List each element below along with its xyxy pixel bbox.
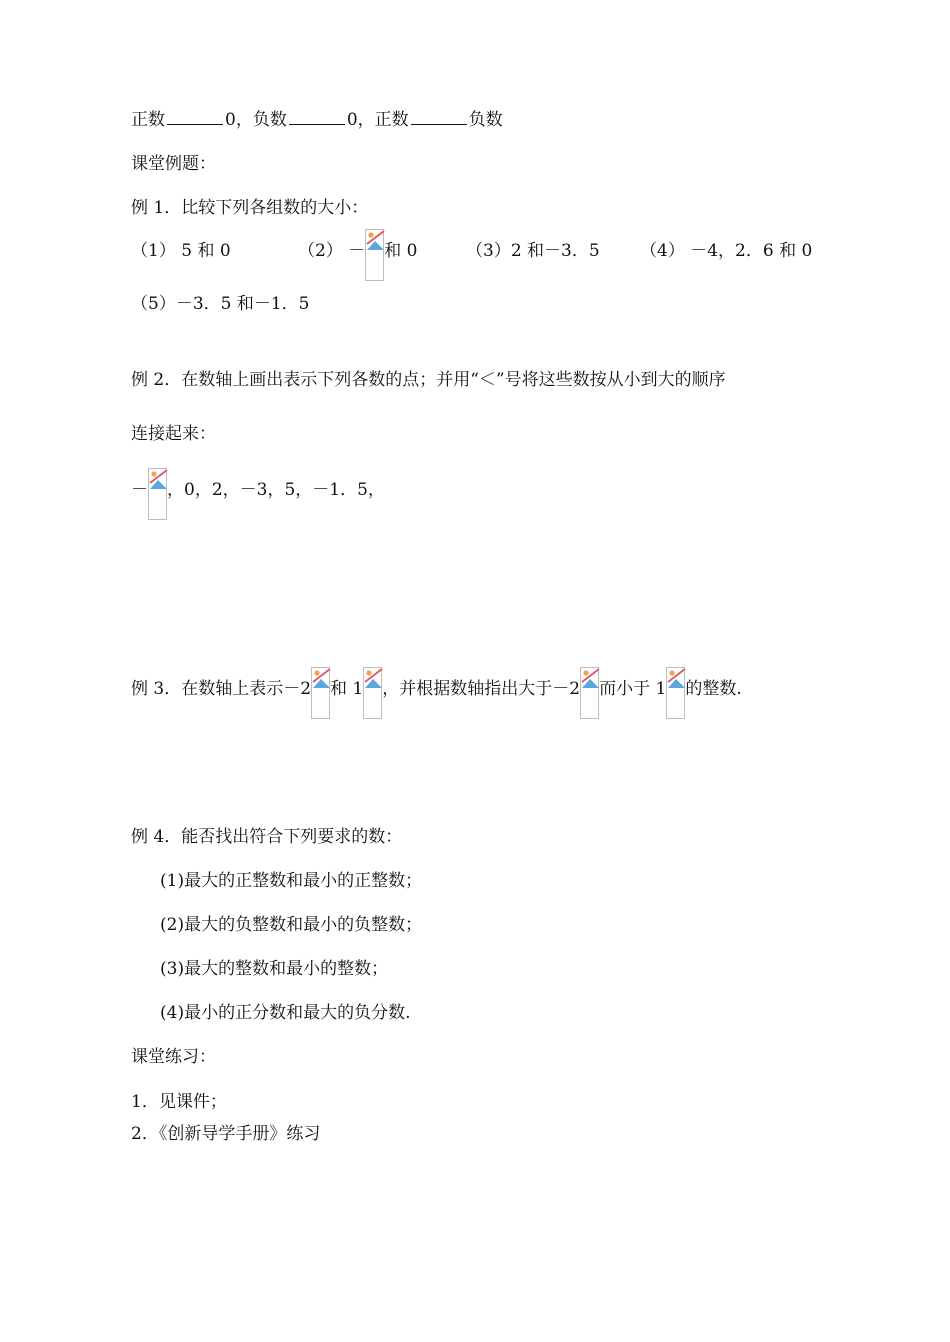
ex1-item-2: （2） － 和 0 xyxy=(298,239,417,281)
broken-image-icon xyxy=(363,667,382,719)
fill-in-line: 正数 0，负数 0，正数 负数 xyxy=(131,110,503,130)
ex1-item-5: （5）－3．5 和－1．5 xyxy=(131,294,310,314)
ex1-item-4: （4） －4，2．6 和 0 xyxy=(640,241,813,261)
broken-image-icon xyxy=(666,667,685,719)
ex4-item-2: (2)最大的负整数和最小的负整数； xyxy=(160,915,423,935)
broken-image-icon xyxy=(148,468,167,520)
blank-1[interactable] xyxy=(167,110,223,125)
example-2-title-cont: 连接起来： xyxy=(131,424,216,444)
ex4-item-4: (4)最小的正分数和最大的负分数. xyxy=(160,1003,411,1023)
blank-3[interactable] xyxy=(411,110,467,125)
ex1-item-1: （1） 5 和 0 xyxy=(131,241,231,261)
example-3: 例 3．在数轴上表示－2 和 1 ，并根据数轴指出大于－2 而小于 1 的整数. xyxy=(131,677,742,719)
blank-2[interactable] xyxy=(289,110,345,125)
section-practice-heading: 课堂练习： xyxy=(131,1047,216,1067)
ex4-item-1: (1)最大的正整数和最小的正整数； xyxy=(160,871,423,891)
broken-image-icon xyxy=(365,229,384,281)
example-4-title: 例 4．能否找出符合下列要求的数： xyxy=(131,827,403,847)
example-2-numbers: － ，0，2，－3，5，－1．5， xyxy=(131,478,385,520)
ex4-item-3: (3)最大的整数和最小的整数； xyxy=(160,959,389,979)
section-examples-heading: 课堂例题： xyxy=(131,154,216,174)
example-1-title: 例 1．比较下列各组数的大小： xyxy=(131,198,369,218)
practice-item-1: 1．见课件； xyxy=(131,1092,227,1112)
ex1-item-3: （3）2 和－3．5 xyxy=(466,241,600,261)
broken-image-icon xyxy=(580,667,599,719)
example-2-title: 例 2．在数轴上画出表示下列各数的点；并用“＜”号将这些数按从小到大的顺序 xyxy=(131,370,726,390)
practice-item-2: 2．《创新导学手册》练习 xyxy=(131,1124,321,1144)
broken-image-icon xyxy=(311,667,330,719)
